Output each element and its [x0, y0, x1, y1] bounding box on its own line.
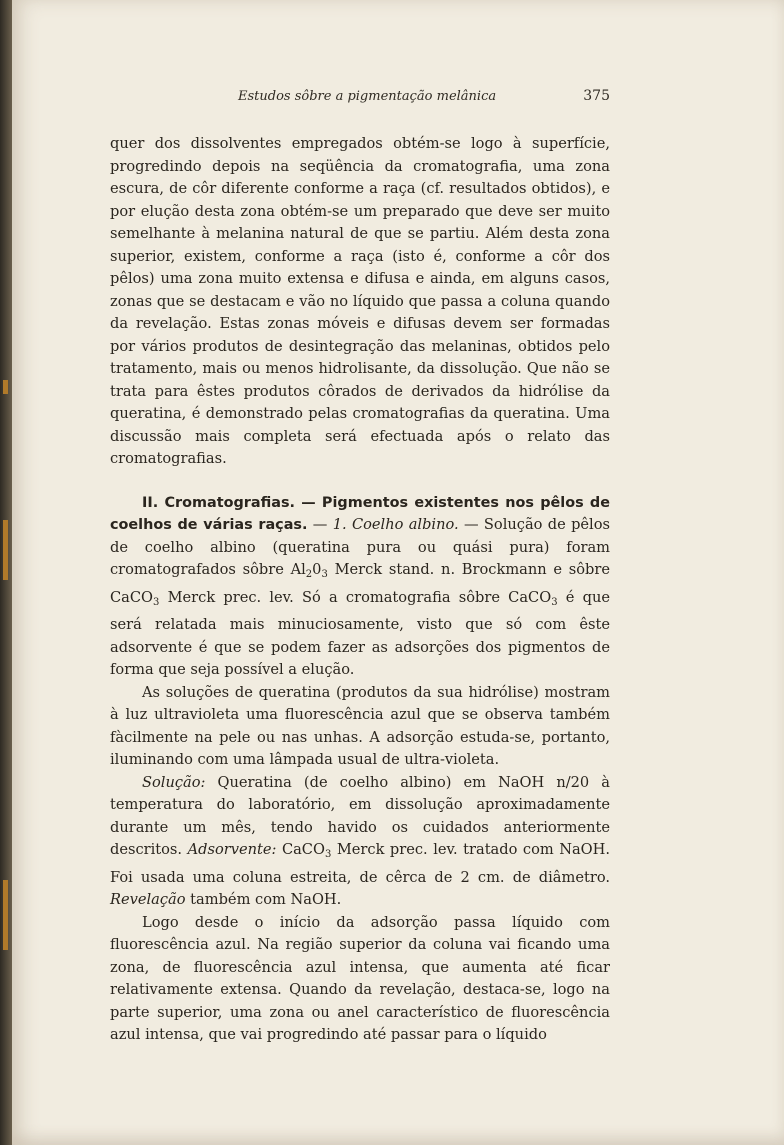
margin-marker	[3, 380, 8, 394]
margin-marker	[3, 880, 8, 950]
paragraph: As soluções de queratina (produtos da sua hidrólise) mostram à luz ultravioleta uma fluorescência azul que se observa também fàcilmente na pele ou nas unhas. A adsorção estuda-se, portanto, iluminando com uma lâmpada usual de ultra-violeta.	[110, 683, 610, 768]
page-number: 375	[583, 88, 610, 104]
paragraph: Logo desde o início da adsorção passa líquido com fluorescência azul. Na região superior da coluna vai ficando uma zona, de fluorescência azul intensa, que aumenta até ficar relativamente extensa. Quando da revelação, destaca-se, logo na parte superior, uma zona ou anel característico de fluorescência azul intensa, que vai progredindo até passar para o líquido	[110, 913, 610, 1043]
method-paragraph: Solução: Queratina (de coelho albino) em NaOH n/20 à temperatura do laboratório, em dissolução aproximadamente durante um mês, tendo havido os cuidados anteriormente descritos. Adsorvente: CaCO$_3$ Merck prec. lev. tratado com NaOH. Foi usada uma coluna estreita, de cêrca de 2 cm. de diâmetro. Revelação também com NaOH.	[110, 773, 611, 908]
running-title: Estudos sôbre a pigmentação melânica	[238, 89, 497, 104]
running-head	[110, 88, 610, 104]
label-adsorvente: Adsorvente:	[187, 841, 277, 858]
section-title: II. Cromatografias. — Pigmentos existentes nos pêlos de coelhos de várias raças.	[110, 494, 610, 533]
subsection-label: 1. Coelho albino.	[332, 516, 459, 533]
paragraph: quer dos dissolventes empregados obtém-se logo à superfície, progredindo depois na seqüência da cromatografia, uma zona escura, de côr diferente conforme a raça (cf. resultados obtidos), e por elução desta zona obtém-se um preparado que deve ser muito semelhante à melanina natural de que se partiu. Além desta zona superior, existem, conforme a raça (isto é, conforme a côr dos pêlos) uma zona muito extensa e difusa e ainda, em alguns casos, zonas que se destacam e vão no líquido que passa a coluna quando da revelação. Estas zonas móveis e difusas devem ser formadas por vários produtos de desintegração das melaninas, obtidos pelo tratamento, mais ou menos hidrolisante, da dissolução. Que não se trata para êstes produtos côrados de derivados da hidrólise da queratina, é demonstrado pelas cromatografias da queratina. Uma discussão mais completa será efectuada após o relato das cromatografias.	[110, 135, 610, 467]
label-revelacao: Revelação	[110, 891, 186, 908]
margin-marker	[3, 520, 8, 580]
section-paragraph: II. Cromatografias. — Pigmentos existentes nos pêlos de coelhos de várias raças. — 1. Coelho albino. — Solução de pêlos de coelho albino (queratina pura ou quási pura) foram cromatografados sôbre $Al_20_3$ Merck stand. n. Brockmann e sôbre CaCO$_3$ Merck prec. lev. Só a cromatografia sôbre CaCO$_3$ é que será relatada mais minuciosamente, visto que só com êste adsorvente é que se podem fazer as adsorções dos pigmentos de forma que seja possível a elução.	[110, 494, 611, 678]
page-body	[110, 133, 610, 1047]
label-solucao: Solução:	[142, 773, 206, 791]
